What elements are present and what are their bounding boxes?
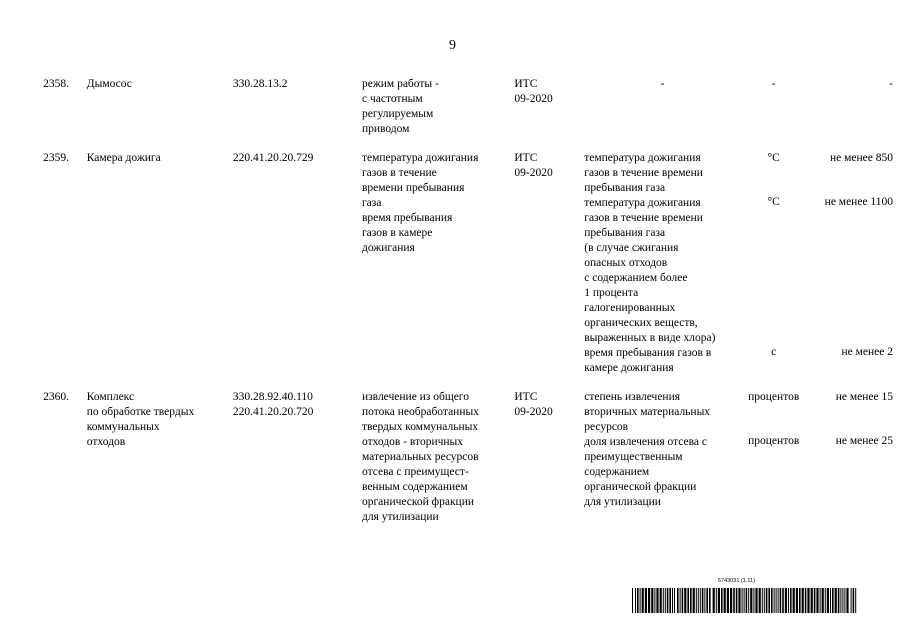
parameter-value: -	[889, 78, 893, 90]
its-reference: ИТС 09-2020	[514, 391, 553, 418]
row-number: 2359.	[43, 152, 69, 164]
parameter-text: температура дожигания газов в течение времени пребывания газа	[584, 152, 703, 194]
regulation-table	[0, 77, 905, 539]
parameter-value: не менее 850	[829, 152, 893, 164]
equipment-name: Камера дожига	[86, 152, 161, 164]
parameter-unit: °C	[767, 152, 780, 164]
okpd-code: 330.28.92.40.110	[232, 391, 313, 403]
parameter-value: не менее 1100	[824, 196, 893, 208]
parameter-text: время пребывания газов в камере дожигания	[584, 347, 712, 374]
barcode-image	[632, 588, 857, 613]
parameter-value: не менее 15	[835, 391, 893, 403]
parameter-value: не менее 2	[841, 346, 893, 358]
okpd-code: 330.28.13.2	[232, 78, 288, 90]
row-number: 2360.	[43, 391, 69, 403]
table-row	[0, 390, 905, 539]
okpd-code: 220.41.20.20.729	[232, 152, 314, 164]
parameter-value: не менее 25	[835, 435, 893, 447]
equipment-function: режим работы - с частотным регулируемым приводом	[361, 78, 439, 135]
its-reference: ИТС 09-2020	[514, 78, 553, 105]
parameter-unit: процентов	[748, 435, 800, 447]
parameter-text: степень извлечения вторичных материальных ресурсов	[584, 391, 711, 433]
parameter-unit: -	[771, 78, 776, 90]
table-row	[0, 151, 905, 390]
table-row	[0, 77, 905, 151]
document-stamp: 5743031 (1.11)	[718, 578, 755, 584]
equipment-function: температура дожигания газов в течение времени пребывания газа время пребывания газов в камере дожигания	[361, 152, 479, 254]
parameter-text: температура дожигания газов в течение времени пребывания газа (в случае сжигания опасных отходов с содержанием более 1 процента галогенированных органических веществ, выраженных в виде хлора)	[584, 197, 716, 344]
parameter-text: доля извлечения отсева с преимущественным содержанием органической фракции для утилизации	[584, 436, 707, 508]
page-number: 9	[449, 38, 456, 53]
equipment-name: Комплекс по обработке твердых коммунальных отходов	[86, 391, 195, 448]
parameter-text: -	[660, 78, 665, 90]
row-number: 2358.	[43, 78, 69, 90]
parameter-unit: °C	[767, 196, 780, 208]
equipment-function: извлечение из общего потока необработанных твердых коммунальных отходов - вторичных материальных ресурсов отсева с преимущест- венным содержанием органической фракции для утилизации	[361, 391, 479, 523]
equipment-name: Дымосос	[86, 78, 132, 90]
parameter-unit: с	[771, 346, 777, 358]
its-reference: ИТС 09-2020	[514, 152, 553, 179]
okpd-code: 220.41.20.20.720	[232, 406, 314, 418]
parameter-unit: процентов	[748, 391, 800, 403]
